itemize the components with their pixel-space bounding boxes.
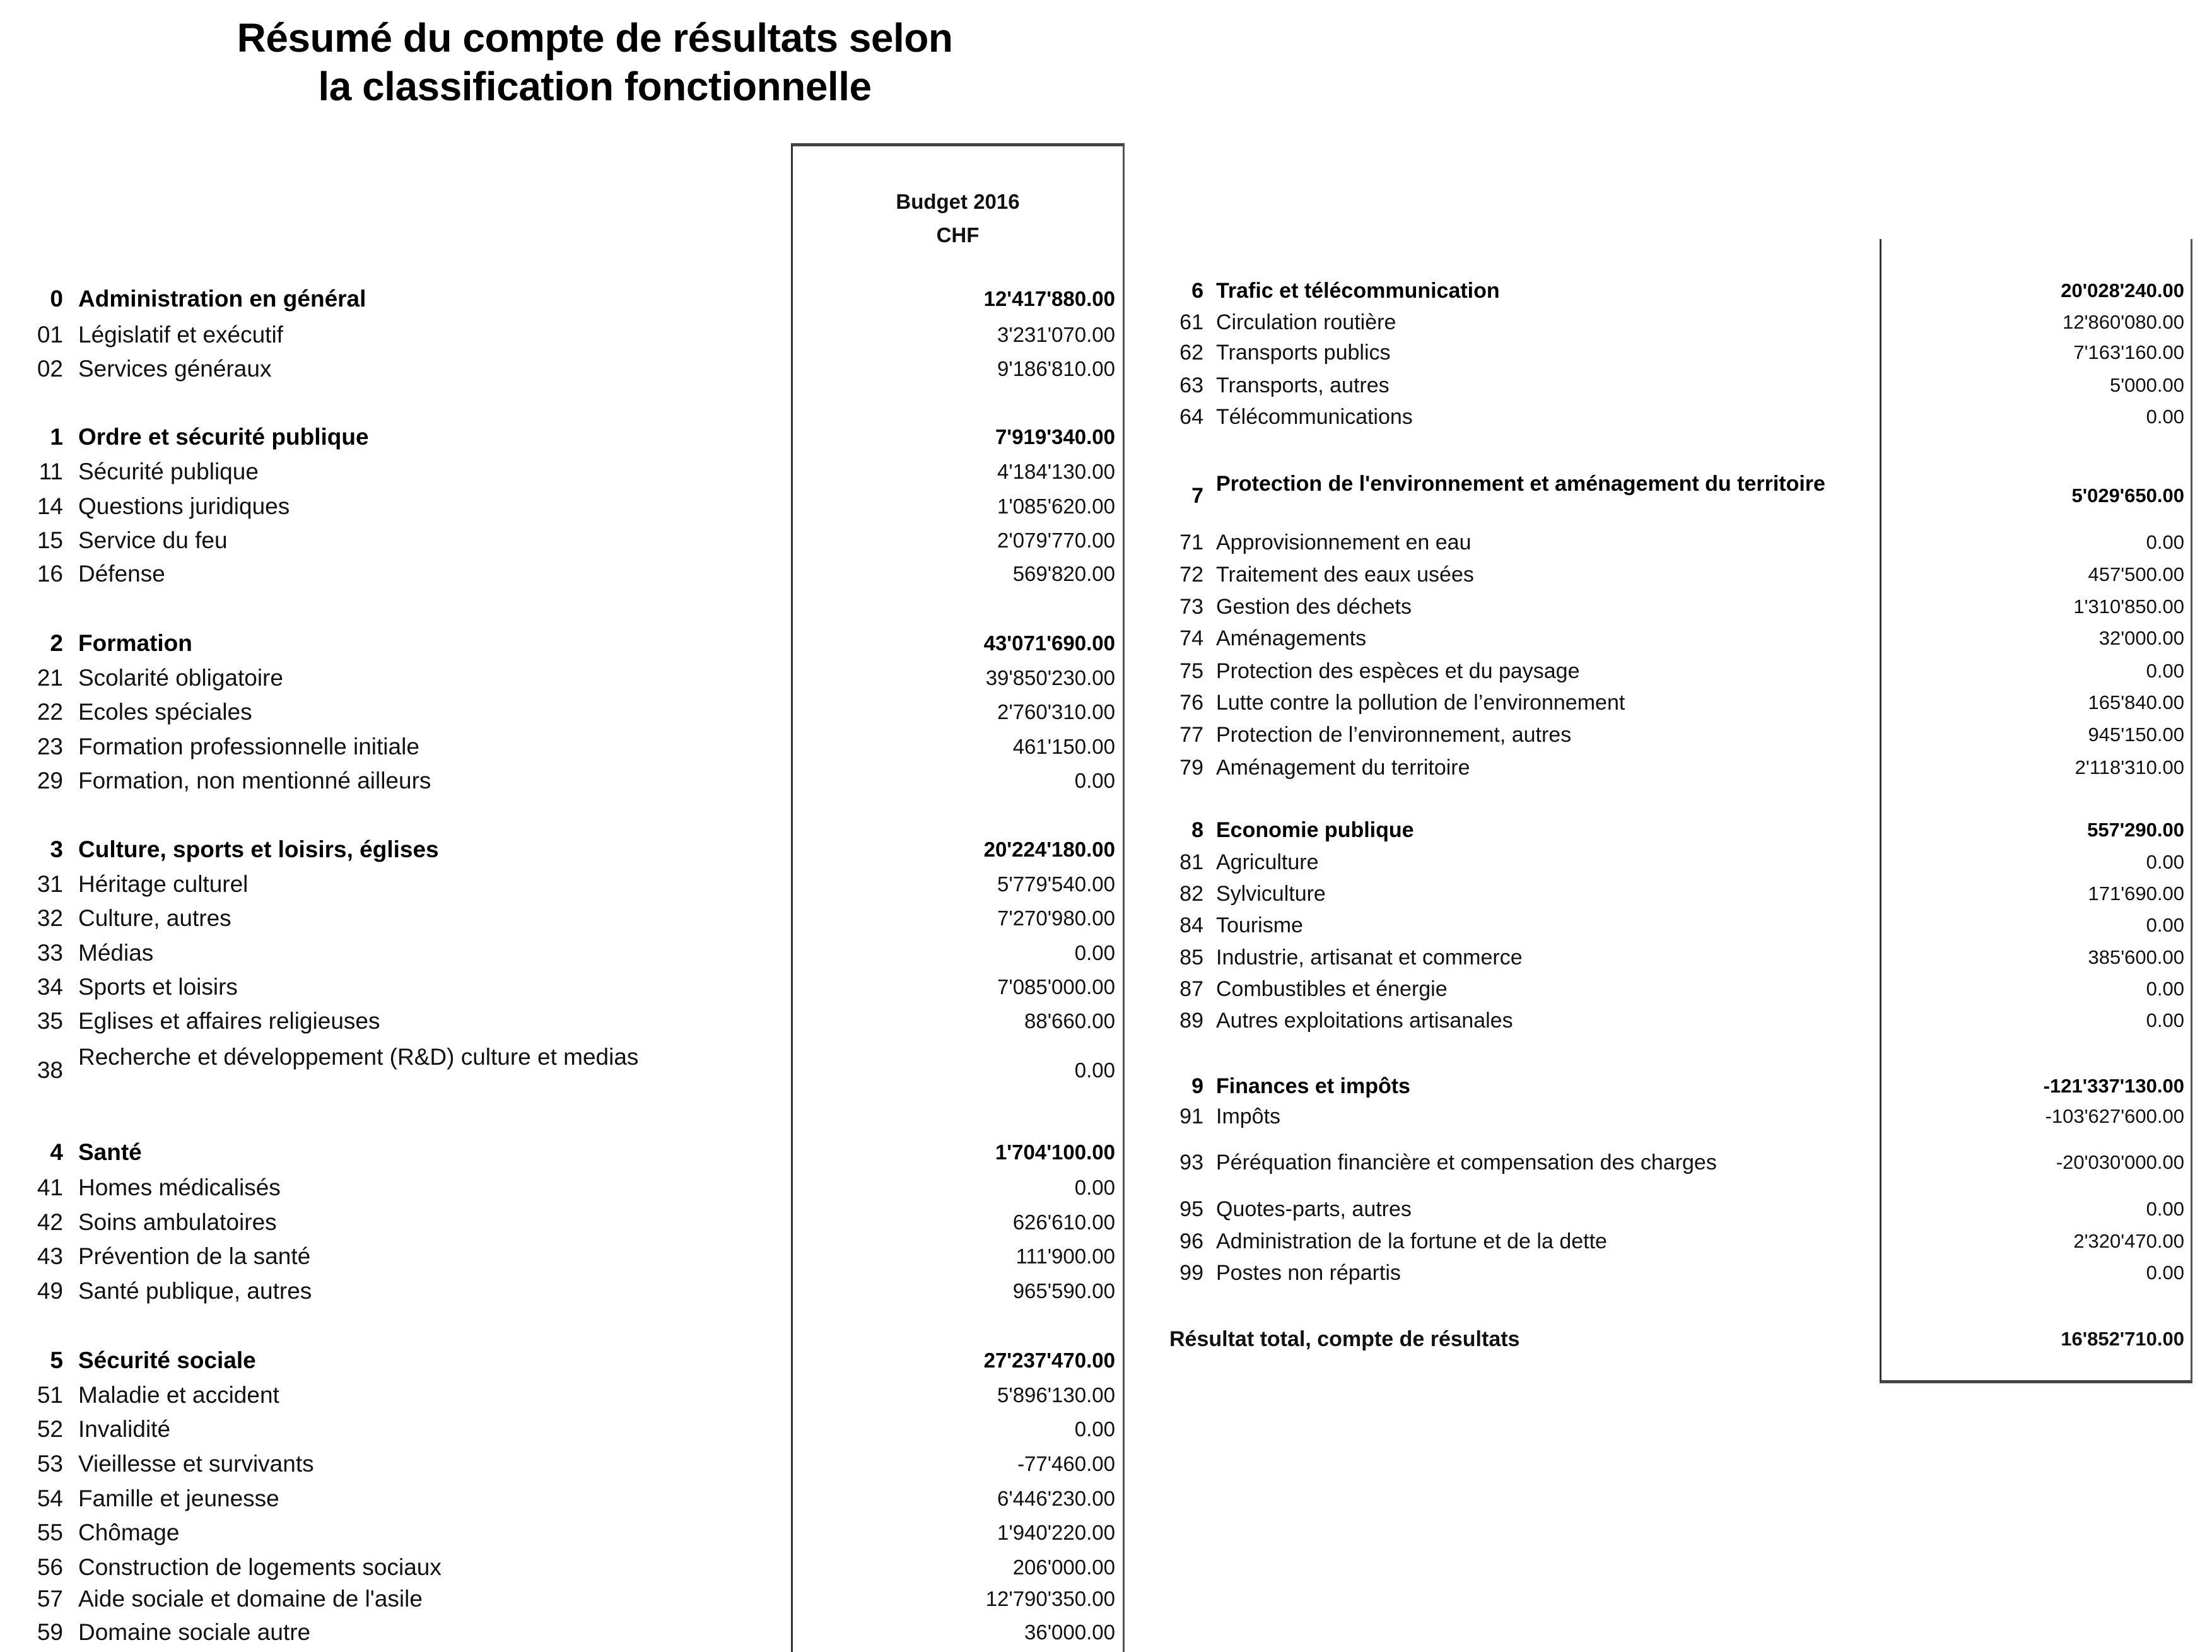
budget-value: 206'000.00 (1012, 1555, 1115, 1579)
account-row (1154, 973, 2189, 1005)
account-label: Formation professionnelle initiale (78, 734, 419, 759)
account-row (0, 456, 1123, 488)
account-row (0, 319, 1123, 351)
account-label: Combustibles et énergie (1216, 977, 1448, 1001)
budget-value: 0.00 (2146, 914, 2184, 936)
account-code: 57 (37, 1586, 63, 1612)
account-label: Aide sociale et domaine de l'asile (78, 1586, 423, 1612)
account-code: 11 (38, 459, 63, 484)
account-row (1154, 1101, 2189, 1132)
account-label: Administration de la fortune et de la dette (1216, 1229, 1607, 1253)
account-label: Eglises et affaires religieuses (78, 1008, 380, 1034)
account-code: 56 (37, 1554, 63, 1580)
account-label: Economie publique (1216, 818, 1414, 842)
account-row (0, 558, 1123, 590)
budget-value: 6'446'230.00 (997, 1487, 1115, 1510)
account-row (1154, 1147, 2189, 1178)
account-code: 31 (37, 871, 63, 897)
account-code: 6 (1191, 279, 1203, 303)
account-row (0, 731, 1123, 763)
budget-value: 32'000.00 (2098, 627, 2184, 649)
account-code: 99 (1179, 1261, 1203, 1285)
budget-value: 5'779'540.00 (997, 872, 1115, 896)
budget-value: -77'460.00 (1017, 1452, 1115, 1475)
account-label: Impôts (1216, 1104, 1281, 1128)
account-label: Défense (78, 561, 165, 587)
account-code: 01 (37, 322, 63, 348)
column-header-currency: CHF (936, 223, 980, 247)
account-label: Homes médicalisés (78, 1175, 281, 1200)
account-row (0, 903, 1123, 934)
account-code: 2 (50, 630, 63, 656)
account-code: 85 (1179, 946, 1203, 970)
account-label: Héritage culturel (78, 871, 249, 897)
account-label: Aménagements (1216, 626, 1367, 650)
account-row (1154, 1226, 2189, 1257)
account-label: Approvisionnement en eau (1216, 530, 1472, 554)
account-label: Famille et jeunesse (78, 1485, 279, 1511)
account-code: 02 (37, 356, 63, 382)
account-label: Construction de logements sociaux (78, 1554, 442, 1580)
budget-value: 0.00 (2146, 978, 2184, 1000)
account-label: Médias (78, 940, 154, 966)
account-label: Ordre et sécurité publique (78, 424, 369, 450)
account-label: Soins ambulatoires (78, 1209, 277, 1235)
account-code: 79 (1179, 756, 1203, 780)
account-label: Péréquation financière et compensation des charges (1216, 1151, 1717, 1175)
account-code: 71 (1179, 530, 1203, 554)
account-code: 29 (37, 768, 63, 794)
account-row (0, 1172, 1123, 1204)
account-label: Invalidité (78, 1416, 171, 1442)
account-code: 7 (1191, 484, 1203, 508)
account-row (1154, 719, 2189, 751)
category-row (1154, 814, 2189, 846)
account-row (0, 1552, 1123, 1583)
account-row (1154, 559, 2189, 590)
account-code: 15 (37, 527, 63, 553)
budget-value: 3'231'070.00 (997, 323, 1115, 346)
budget-value: 0.00 (2146, 851, 2184, 873)
account-label: Scolarité obligatoire (78, 665, 283, 691)
account-label: Administration en général (78, 286, 366, 312)
account-row (1154, 878, 2189, 910)
budget-value: 0.00 (1074, 769, 1115, 792)
account-code: 3 (50, 836, 63, 862)
account-code: 33 (37, 940, 63, 966)
account-row (1154, 337, 2189, 368)
budget-value: 4'184'130.00 (997, 460, 1115, 483)
budget-value: 27'237'470.00 (983, 1349, 1115, 1372)
account-code: 73 (1179, 595, 1203, 619)
account-label: Quotes-parts, autres (1216, 1197, 1412, 1221)
page-title-line-2: la classification fonctionnelle (318, 64, 872, 109)
account-row (1154, 370, 2189, 401)
account-row (0, 1005, 1123, 1037)
account-code: 91 (1179, 1104, 1203, 1128)
account-code: 63 (1179, 373, 1203, 397)
account-row (1154, 623, 2189, 654)
budget-value: 39'850'230.00 (985, 666, 1115, 689)
account-row (1154, 687, 2189, 718)
account-code: 32 (37, 905, 63, 931)
account-label: Sécurité sociale (78, 1347, 256, 1373)
budget-value: 88'660.00 (1024, 1009, 1115, 1033)
account-label: Sylviculture (1216, 882, 1326, 906)
account-row (0, 1207, 1123, 1238)
account-label: Circulation routière (1216, 310, 1396, 334)
account-row (1154, 1193, 2189, 1225)
category-row (0, 834, 1123, 865)
account-row (0, 937, 1123, 969)
budget-value: 557'290.00 (2087, 819, 2184, 841)
account-label: Domaine sociale autre (78, 1619, 311, 1645)
account-label: Finances et impôts (1216, 1074, 1410, 1098)
account-label: Services généraux (78, 356, 272, 382)
budget-value: 461'150.00 (1012, 735, 1115, 758)
account-row (1154, 1005, 2189, 1036)
budget-value: 1'085'620.00 (997, 495, 1115, 518)
budget-value: 1'310'850.00 (2073, 595, 2184, 618)
account-label: Autres exploitations artisanales (1216, 1009, 1513, 1033)
account-row (0, 1414, 1123, 1445)
account-label: Sports et loisirs (78, 974, 238, 1000)
budget-value: 0.00 (2146, 1198, 2184, 1220)
total-label: Résultat total, compte de résultats (1169, 1327, 1520, 1351)
account-code: 38 (37, 1057, 63, 1083)
account-code: 41 (37, 1175, 63, 1200)
account-row (0, 1241, 1123, 1272)
account-code: 89 (1179, 1009, 1203, 1033)
account-row (0, 353, 1123, 385)
account-label: Formation, non mentionné ailleurs (78, 768, 431, 794)
category-row (0, 283, 1123, 315)
account-code: 87 (1179, 977, 1203, 1001)
budget-value: 20'224'180.00 (983, 838, 1115, 861)
page-title-line-1: Résumé du compte de résultats selon (237, 15, 953, 61)
account-code: 75 (1179, 659, 1203, 683)
account-row (0, 696, 1123, 728)
budget-value: 965'590.00 (1012, 1279, 1115, 1303)
account-label: Protection de l’environnement, autres (1216, 723, 1572, 747)
account-row (1154, 847, 2189, 878)
account-row (0, 765, 1123, 797)
account-row (0, 1044, 1123, 1097)
category-row (0, 628, 1123, 659)
budget-value: 626'610.00 (1012, 1210, 1115, 1234)
account-code: 23 (37, 734, 63, 759)
account-row (1154, 307, 2189, 338)
account-code: 76 (1179, 691, 1203, 715)
budget-value: 0.00 (1074, 1417, 1115, 1441)
account-code: 64 (1179, 405, 1203, 429)
category-row (1154, 472, 2189, 520)
account-code: 9 (1191, 1074, 1203, 1098)
budget-value: 1'704'100.00 (995, 1140, 1115, 1164)
budget-value: 945'150.00 (2088, 723, 2184, 746)
budget-value: 12'790'350.00 (985, 1587, 1115, 1610)
budget-value: 2'118'310.00 (2074, 756, 2184, 778)
account-code: 49 (37, 1278, 63, 1304)
account-code: 77 (1179, 723, 1203, 747)
account-label: Trafic et télécommunication (1216, 279, 1500, 303)
budget-value: 43'071'690.00 (983, 631, 1115, 655)
category-row (0, 1137, 1123, 1168)
budget-value: 12'417'880.00 (983, 287, 1115, 310)
account-label: Télécommunications (1216, 405, 1413, 429)
budget-value: 457'500.00 (2088, 563, 2184, 585)
account-label: Agriculture (1216, 850, 1319, 874)
account-row (0, 662, 1123, 694)
account-label: Transports publics (1216, 341, 1391, 365)
account-code: 93 (1179, 1151, 1203, 1175)
account-row (0, 869, 1123, 900)
account-label: Industrie, artisanat et commerce (1216, 946, 1523, 970)
total-value: 16'852'710.00 (2061, 1328, 2184, 1350)
account-code: 53 (37, 1451, 63, 1477)
account-code: 59 (37, 1619, 63, 1645)
budget-value: 385'600.00 (2088, 946, 2184, 968)
account-label: Traitement des eaux usées (1216, 563, 1474, 587)
account-code: 62 (1179, 341, 1203, 365)
account-code: 4 (50, 1139, 63, 1165)
budget-value: 0.00 (1074, 941, 1115, 964)
account-row (0, 1448, 1123, 1480)
account-label: Vieillesse et survivants (78, 1451, 314, 1477)
budget-value: 7'085'000.00 (997, 975, 1115, 999)
account-code: 54 (37, 1485, 63, 1511)
account-row (1154, 942, 2189, 973)
account-code: 14 (37, 493, 63, 519)
account-label: Maladie et accident (78, 1382, 279, 1408)
account-label: Postes non répartis (1216, 1261, 1401, 1285)
account-label: Santé publique, autres (78, 1278, 312, 1304)
budget-value: 2'079'770.00 (997, 529, 1115, 552)
budget-value: 5'000.00 (2110, 374, 2184, 396)
account-label: Protection des espèces et du paysage (1216, 659, 1580, 683)
budget-value: 171'690.00 (2088, 882, 2184, 905)
account-code: 0 (50, 286, 63, 312)
budget-value: 5'029'650.00 (2071, 484, 2184, 507)
account-code: 35 (37, 1008, 63, 1034)
budget-value: 20'028'240.00 (2061, 279, 2184, 302)
category-row (0, 1345, 1123, 1376)
budget-value: 0.00 (2146, 531, 2184, 553)
account-label: Chômage (78, 1520, 180, 1545)
budget-value: 2'320'470.00 (2073, 1230, 2184, 1252)
account-label: Formation (78, 630, 192, 656)
account-code: 74 (1179, 626, 1203, 650)
account-label: Culture, autres (78, 905, 231, 931)
account-row (1154, 752, 2189, 783)
account-row (1154, 910, 2189, 941)
account-label: Protection de l'environnement et aménagement du territoire (1216, 472, 1825, 496)
account-code: 42 (37, 1209, 63, 1235)
budget-value: 0.00 (2146, 1262, 2184, 1284)
budget-value: 7'163'160.00 (2073, 341, 2184, 363)
budget-value: 0.00 (1074, 1058, 1115, 1082)
account-code: 95 (1179, 1197, 1203, 1221)
account-label: Culture, sports et loisirs, églises (78, 836, 439, 862)
account-row (0, 1380, 1123, 1411)
budget-value: -103'627'600.00 (2045, 1105, 2184, 1127)
account-row (0, 525, 1123, 556)
account-label: Sécurité publique (78, 459, 259, 484)
column-header-budget: Budget 2016 (896, 190, 1020, 213)
account-row (0, 1517, 1123, 1549)
account-row (0, 1483, 1123, 1514)
account-row (0, 1583, 1123, 1615)
budget-value: -20'030'000.00 (2056, 1151, 2184, 1173)
account-code: 21 (37, 665, 63, 691)
category-row (1154, 1070, 2189, 1102)
budget-value: 5'896'130.00 (997, 1383, 1115, 1407)
budget-value: 7'919'340.00 (995, 425, 1115, 448)
account-code: 8 (1191, 818, 1203, 842)
account-label: Transports, autres (1216, 373, 1390, 397)
budget-value: 9'186'810.00 (997, 357, 1115, 380)
account-code: 72 (1179, 563, 1203, 587)
account-row (0, 971, 1123, 1003)
account-code: 81 (1179, 850, 1203, 874)
total-row (1154, 1323, 2189, 1355)
account-row (0, 1617, 1123, 1648)
account-code: 55 (37, 1520, 63, 1545)
account-row (1154, 527, 2189, 558)
account-row (0, 1275, 1123, 1307)
budget-value: 7'270'980.00 (997, 906, 1115, 930)
account-code: 1 (50, 424, 63, 450)
account-label: Aménagement du territoire (1216, 756, 1470, 780)
account-label: Législatif et exécutif (78, 322, 283, 348)
budget-value: 0.00 (2146, 660, 2184, 682)
account-label: Questions juridiques (78, 493, 290, 519)
account-label: Santé (78, 1139, 142, 1165)
budget-value: 12'860'080.00 (2063, 311, 2184, 333)
budget-value: 2'760'310.00 (997, 700, 1115, 723)
account-label: Ecoles spéciales (78, 699, 252, 725)
account-code: 96 (1179, 1229, 1203, 1253)
budget-value: 0.00 (2146, 1009, 2184, 1031)
account-code: 52 (37, 1416, 63, 1442)
account-label: Lutte contre la pollution de l’environnement (1216, 691, 1625, 715)
budget-value: 1'940'220.00 (997, 1521, 1115, 1544)
budget-value: 111'900.00 (1015, 1245, 1115, 1268)
budget-value: 36'000.00 (1024, 1620, 1115, 1644)
budget-value: -121'337'130.00 (2043, 1075, 2184, 1097)
account-code: 5 (50, 1347, 63, 1373)
account-code: 84 (1179, 913, 1203, 937)
account-code: 61 (1179, 310, 1203, 334)
account-code: 43 (37, 1243, 63, 1269)
account-code: 22 (37, 699, 63, 725)
account-row (0, 491, 1123, 522)
category-row (0, 421, 1123, 453)
account-row (1154, 591, 2189, 623)
category-row (1154, 275, 2189, 307)
account-label: Service du feu (78, 527, 228, 553)
account-code: 34 (37, 974, 63, 1000)
budget-value: 569'820.00 (1012, 562, 1115, 585)
account-code: 51 (37, 1382, 63, 1408)
account-row (1154, 401, 2189, 433)
budget-value: 0.00 (1074, 1176, 1115, 1199)
account-row (1154, 655, 2189, 687)
account-code: 16 (37, 561, 63, 587)
budget-value: 0.00 (2146, 406, 2184, 428)
account-label: Gestion des déchets (1216, 595, 1412, 619)
account-label: Tourisme (1216, 913, 1303, 937)
account-row (1154, 1257, 2189, 1289)
account-code: 82 (1179, 882, 1203, 906)
budget-value: 165'840.00 (2088, 691, 2184, 713)
account-label: Prévention de la santé (78, 1243, 311, 1269)
account-label: Recherche et développement (R&D) culture et medias (78, 1044, 639, 1070)
